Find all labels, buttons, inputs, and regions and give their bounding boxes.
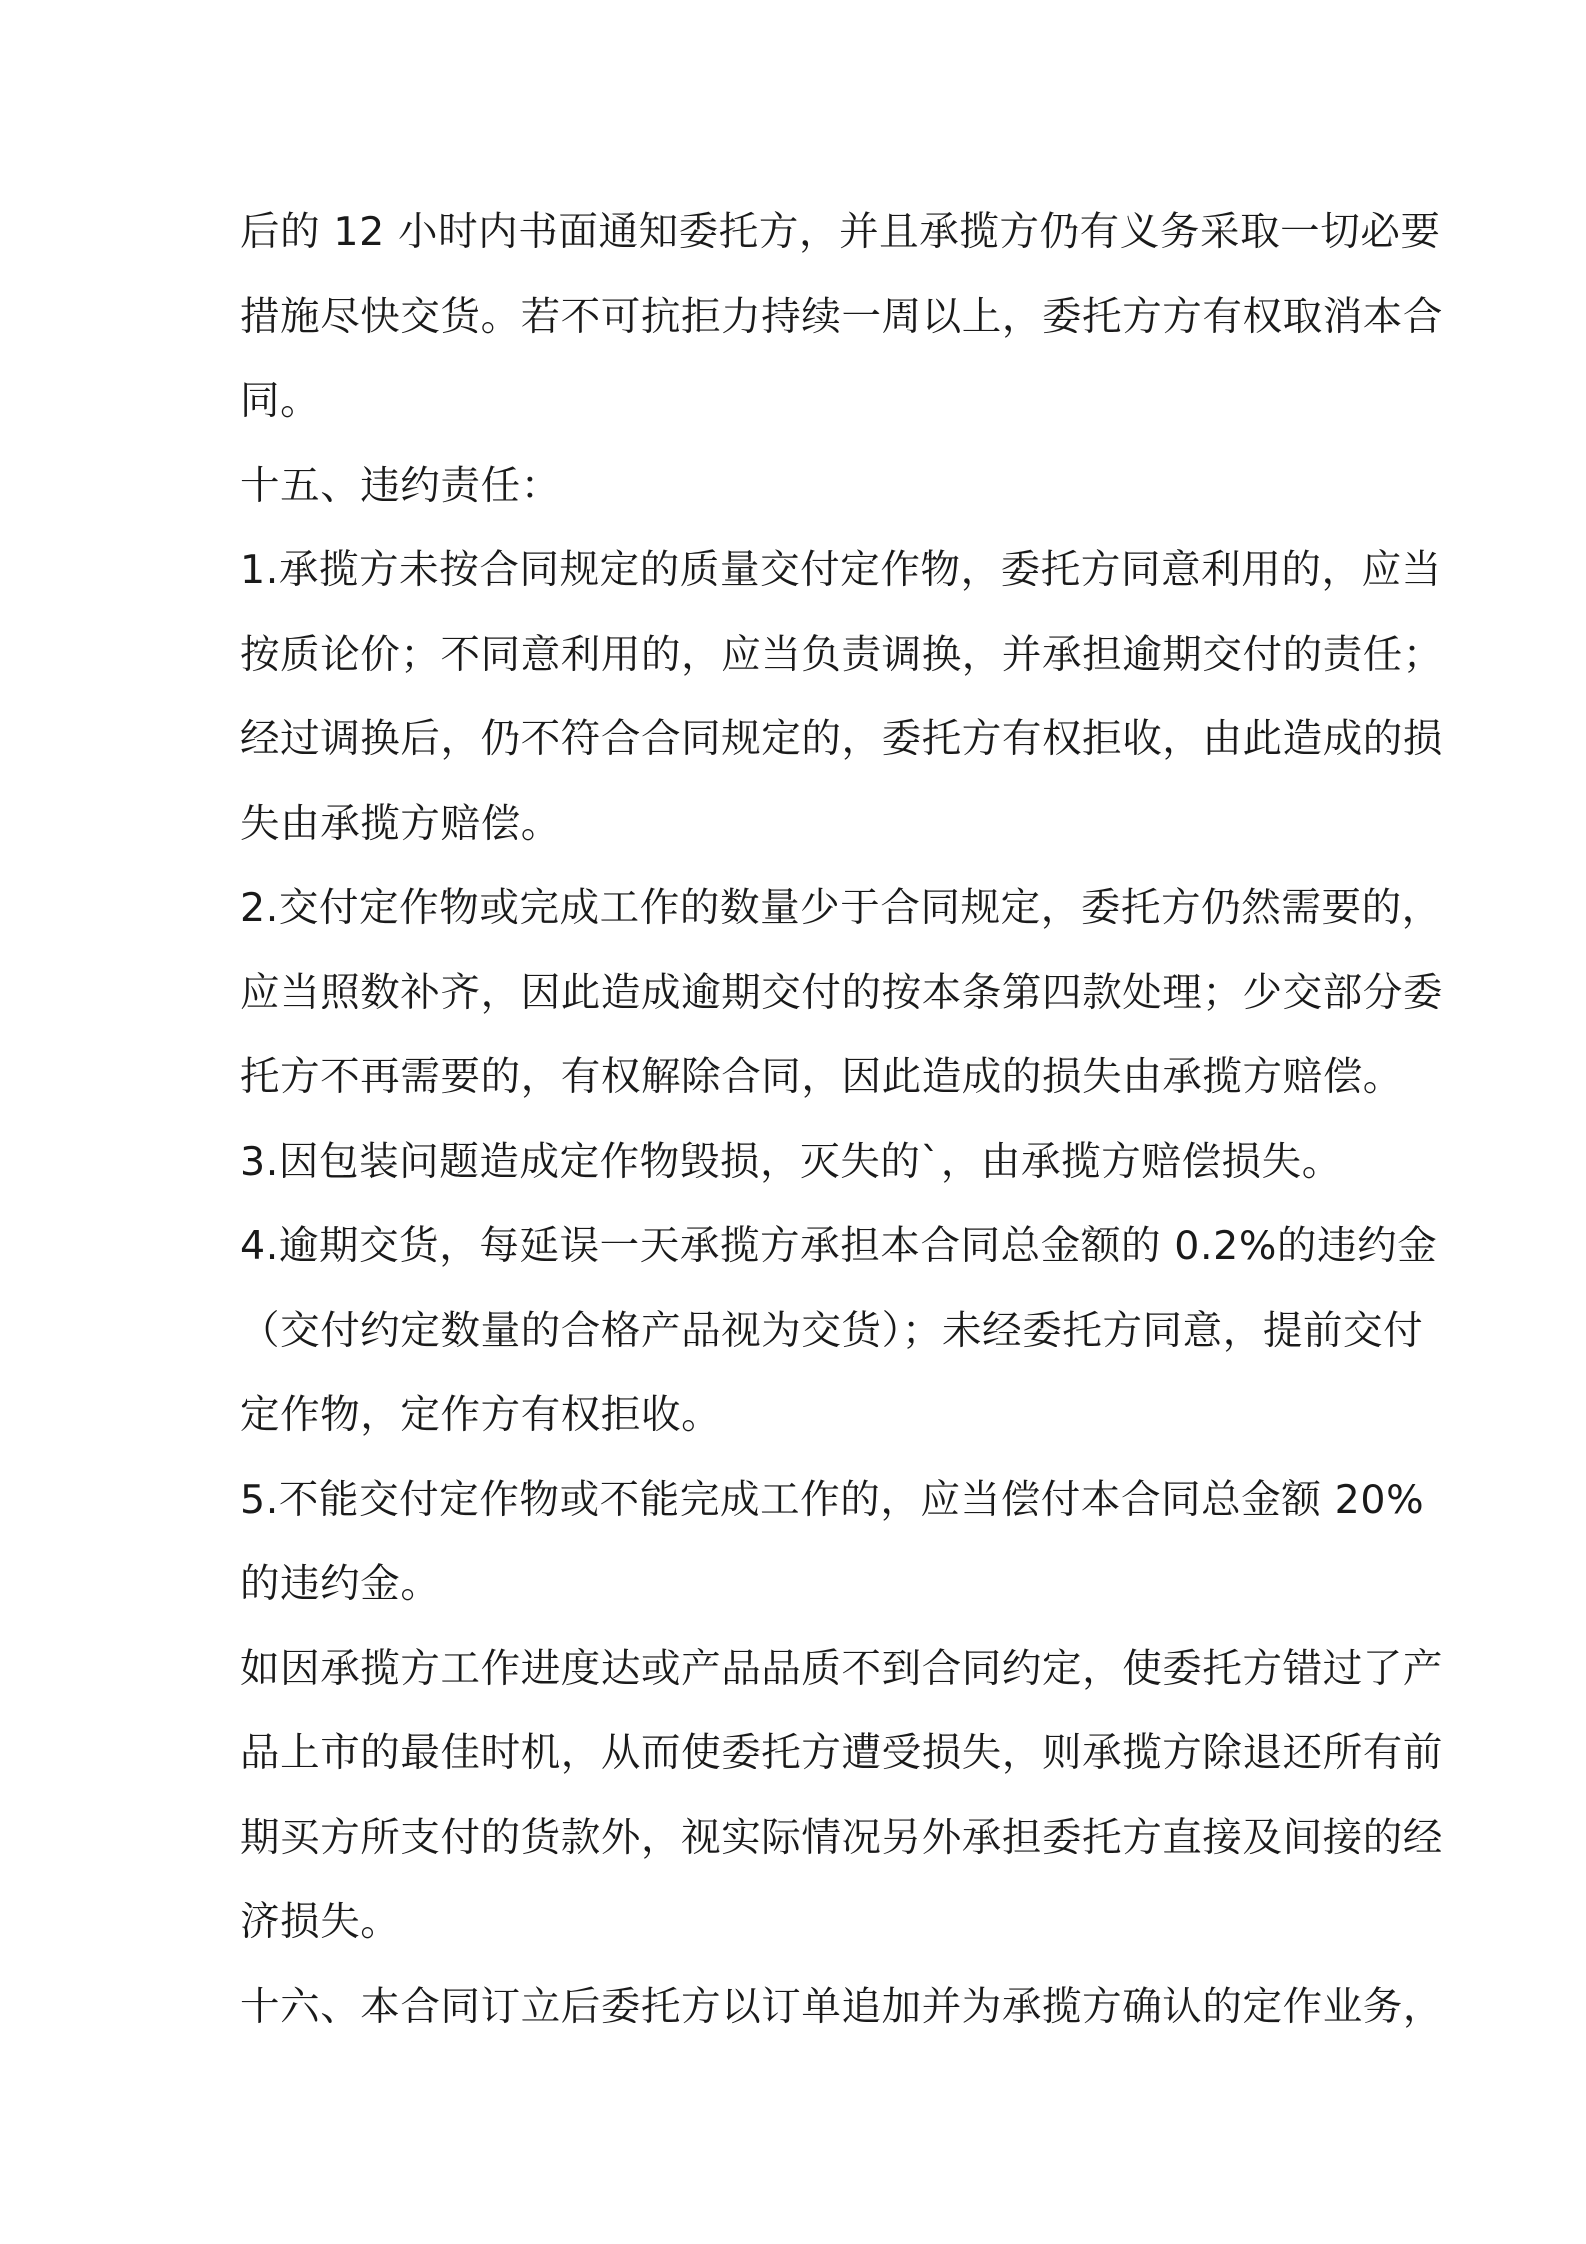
text-line: 品上市的最佳时机，从而使委托方遭受损失，则承揽方除退还所有前 (240, 1730, 1443, 1776)
text-line: 按质论价；不同意利用的，应当负责调换，并承担逾期交付的责任； (240, 631, 1443, 678)
text-line: 措施尽快交货。若不可抗拒力持续一周以上，委托方方有权取消本合 (240, 293, 1443, 340)
contract-text-body (240, 190, 1443, 2049)
text-line: 济损失。 (240, 1899, 401, 1945)
text-line: 同。 (240, 378, 321, 424)
text-line: （交付约定数量的合格产品视为交货）；未经委托方同意，提前交付 (240, 1307, 1424, 1354)
text-line: 5.不能交付定作物或不能完成工作的，应当偿付本合同总金额 20% (240, 1476, 1425, 1523)
section-heading-15: 十五、违约责任： (240, 462, 561, 509)
text-line: 4.逾期交货，每延误一天承揽方承担本合同总金额的 0.2%的违约金 (240, 1223, 1438, 1269)
text-line: 的违约金。 (240, 1561, 441, 1607)
text-line: 2.交付定作物或完成工作的数量少于合同规定，委托方仍然需要的， (240, 885, 1442, 931)
section-heading-16: 十六、本合同订立后委托方以订单追加并为承揽方确认的定作业务， (240, 1983, 1443, 2030)
text-line: 3.因包装问题造成定作物毁损，灭失的`，由承揽方赔偿损失。 (240, 1138, 1342, 1185)
text-line: 应当照数补齐，因此造成逾期交付的按本条第四款处理；少交部分委 (240, 969, 1443, 1016)
text-line: 期买方所支付的货款外，视实际情况另外承担委托方直接及间接的经 (240, 1814, 1443, 1861)
text-line: 定作物，定作方有权拒收。 (240, 1392, 722, 1438)
text-line: 经过调换后，仍不符合合同规定的，委托方有权拒收，由此造成的损 (240, 716, 1443, 762)
text-line: 托方不再需要的，有权解除合同，因此造成的损失由承揽方赔偿。 (240, 1054, 1403, 1100)
text-line: 1.承揽方未按合同规定的质量交付定作物，委托方同意利用的，应当 (240, 547, 1442, 593)
text-line: 如因承揽方工作进度达或产品品质不到合同约定，使委托方错过了产 (240, 1645, 1443, 1692)
text-line: 后的 12 小时内书面通知委托方，并且承揽方仍有义务采取一切必要 (240, 209, 1441, 255)
text-line: 失由承揽方赔偿。 (240, 800, 561, 847)
